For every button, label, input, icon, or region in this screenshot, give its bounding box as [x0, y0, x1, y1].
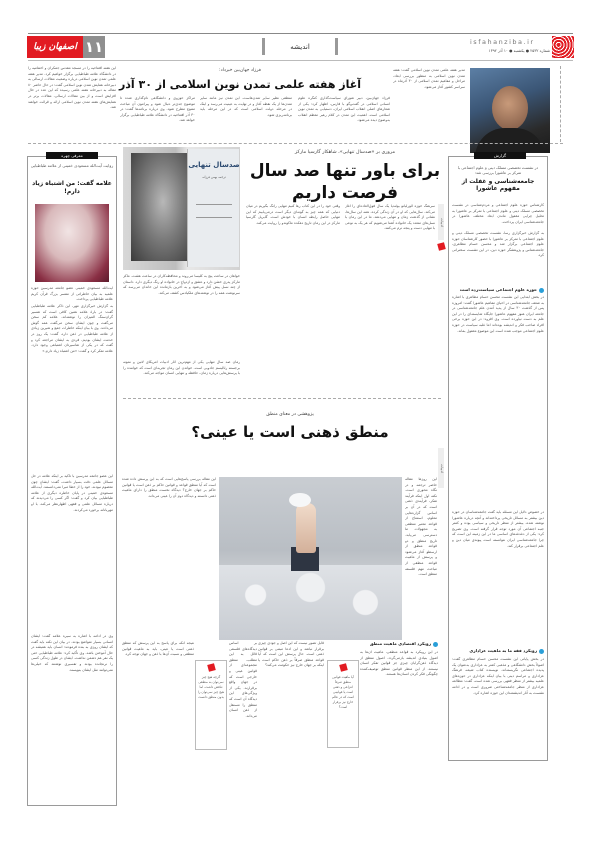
logic-headline: منطق ذهنی است یا عینی؟	[191, 423, 389, 441]
feature-body-2: وقتی خود را در این کتاب رها کنیم تنهایی رانگ بگیریم در میان دنیایی که همه چیز به گونه‌ای دیگر است درمی‌یابیم که این تنهایی حاصل رابطه انسان با خودش است. گابریل گارسیا مارکز در این رمان تاریخ دهکده ماکوندو را روایت می‌کند.	[246, 204, 340, 225]
page-number: ۱۱	[84, 38, 104, 56]
logic-body-3: در این رویکرد به قواعد منطقی، ماهیت آن‌ها به اصول بنیادی اندیشه بازمی‌گردد. اصول منطق از دیدگاه ذهن‌گرایان چیزی جز قوانین تفکر انسان نیستند. از این منظر قوانین منطق توصیف‌کننده چگونگی فکر کردن انسان‌ها هستند.	[360, 650, 438, 677]
report-subhead-1-text: حوزه علوم اجتماعی سیاست‌زده است	[459, 287, 537, 292]
top-article-bottom-rule	[28, 143, 563, 144]
newspaper-logo	[27, 36, 83, 58]
top-article-col-3: مراکز حوزوی و دانشگاهی نام‌گذاری شده تا موضوع جدی‌تر دنبال شود و پیرامون آن مباحث متنوع مطرح شود. وی درباره برنامه‌ها گفت: در ۳۰ آذر افتتاحیه در دانشگاه علامه طباطبایی برگزار خواهد شد.	[120, 96, 195, 123]
top-article-headline: آغاز هفته علمی تمدن نوین اسلامی از ۳۰ آذر	[118, 78, 362, 91]
report-subhead-1	[452, 287, 544, 293]
feature-body-1: سرهنگ خوزه آئورلیانو بوئندیا یک سال فوق‌العاده‌ای را آغاز می‌کند. سال‌هایی که او در آن زندگی کرده، همه این سال‌ها، نشانی از گذشت زمان و تنهایی می‌دهند. ما در این رمان با نسل‌های متعدد یک خانواده آشنا می‌شویم که هر یک به نوعی با تنهایی دست و پنجه نرم می‌کنند.	[345, 204, 435, 231]
book-cover	[187, 149, 239, 267]
bullet-icon	[539, 649, 544, 654]
profile-body-1: آیت‌الله مسعودی خمینی عضو جامعه مدرسین حوزه علمیه به بیان خاطراتی از مفسر بزرگ قرآن کریم علامه طباطبایی پرداخت.	[31, 286, 113, 302]
profile-kicker: روایت آیت‌الله مسعودی خمینی از علامه طباطبایی	[30, 163, 114, 168]
logic-side-tag: ادبیات	[438, 448, 444, 488]
newspaper-name: اصفهان زیبا	[33, 42, 77, 52]
logic-subhead-text: رویکرد اقتصادی ماهیت منطق	[369, 641, 431, 646]
top-article-col-2: منطقی نظیر سایر تمدن‌هاست. این تمدن نیز مانند سایر تمدن‌ها از یک نقطه آغاز و در نهایت به عینیت می‌رسد و اینک در مرحله دولت اسلامی است که در این مرحله باید برنامه‌ریزی شود.	[200, 96, 292, 117]
profile-body-2: به گزارش خبرگزاری مهر، این ذاکر علامه طباطبایی گفت: در بارۀ علامه همین کافی است که تفسیر گران‌سنگ المیزان را نوشته‌اند. علامه کم سخن می‌گفت و چون ایشان سخن می‌گفت همه گوش می‌دادند. وی با بیان اینکه خاطرات جمع و شیرین زیادی از علامه طباطبایی در ذهن دارد، گفت: یک روز در خدمت ایشان بودیم، فردی به ایشان مراجعه کرد و گفت که در یکی از تفاسیرتان اشتباهی وجود دارد. علامه تفکر کرد و گفت: «من اشتباه زیاد دارم.»	[31, 304, 113, 353]
pull-quote-1-text: آیا ماهیت قوانین منطق صرفاً انتزاعی و ذهنی است یا قوانینی است که در عالم خارج نیز برقرار است؟	[332, 675, 354, 709]
book-cover-photo	[123, 147, 240, 270]
report-body-2: در بخش ابتدایی این نشست محسن حسام مظاهری با اشاره به ضعف جامعه‌شناسی در احیای مفاهیم عاشورا گفت: امروزه پس از گذشت ۳۰ سال از پدید آمدن علم جامعه‌شناسی در جامعه ایران هنوز مفهوم عاشورا جایگاه شایسته‌ای را در این علم به دست نیاورده است. وی افزود: در این حوزه برخی افراد صاحب فکر و اندیشه بوده‌اند اما غلبه سیاست در حوزه علوم اجتماعی موجب شده است این موضوع مغفول بماند.	[452, 295, 544, 333]
flag-icon	[437, 242, 446, 251]
logic-kicker: پژوهشی در معنای منطق	[266, 412, 314, 417]
author-portrait	[131, 153, 195, 261]
report-lead: کارشناس حوزه علوم اجتماعی و مردم‌شناسی در نشست تخصصی مسلک دینی و علوم اجتماعی با تمرکز بر عاشورا به تحلیل چرایی مغفول ماندن ابعاد مختلف عاشورا در جامعه‌شناسی ایران پرداخت.	[452, 203, 544, 224]
website-url: isfahanziba.ir	[470, 38, 535, 46]
report-body-1: به گزارش خبرگزاری رسا، نشست تخصصی مسلک دینی و علوم اجتماعی با تمرکز بر عاشورا با حضور کارشناسان حوزه علوم اجتماعی برگزار شد و محسن حسام مظاهری، جامعه‌شناس و پژوهشگر حوزه دین، در این نشست سخنرانی کرد.	[452, 231, 544, 258]
pull-quote-2-text: گرچه هیچ چیز نمی‌توان به منطقی تناقض داشت، اما هیچ چیز نمی‌توان را بدون منطق دانست	[197, 675, 224, 699]
logic-body-4: قابل تصور نیست که این اصل و جودی چیزی برقرار نباشد و این ادعا مبتنی بر قوانین ذهنی است. حال پرسش این است که آیا قواعد منطق صرفاً بر ذهن حاکم است یا اینکه بر جهان خارج نیز حکومت می‌کند؟	[258, 641, 324, 668]
masthead-top-rule	[28, 33, 573, 34]
masthead-bottom-rule	[28, 60, 573, 61]
logic-subhead	[360, 641, 438, 647]
bullet-icon	[539, 288, 544, 293]
crumpled-paper-photo	[219, 477, 402, 640]
feature-body-4: رمان صد سال تنهایی یکی از مهم‌ترین آثار ادبیات آمریکای لاتین و نمونه برجسته رئالیسم جادویی است. خواندن این رمان تجربه‌ای است که خواننده را با پرسش‌هایی درباره زمان، حافظه و تنهایی انسان مواجه می‌کند.	[123, 360, 240, 376]
report-tag: گزارش	[474, 152, 526, 159]
profile-body-4: وی در ادامه با اشاره به سیره علامه گفت: ایشان انسانی بسیار متواضع بودند. در بیان این نکته باید گفت که ایشان روزی به بنده فرمودند: انسان باید همیشه در حال آموختن باشد. وی تأکید کرد: علامه طباطبایی حتی یک نفر هم دشمن نداشت. ایشان در طول زندگی کسی را نرنجانده بودند و تفسیری نوشتند که خیلی‌ها نمی‌توانند مثل ایشان بنویسند.	[31, 634, 113, 672]
top-article-col-1: فرزاد جهان‌بین، دبیر شورای سیاست‌گذاری کنگره علوم انسانی اسلامی در گفت‌وگو با فارس، اظهار کرد: یکی از شعارهای اصلی انقلاب اسلامی ایران، دستیابی به تمدن نوین اسلامی است. اهمیت این تمدن در کلام رهبر معظم انقلاب به‌وضوح دیده می‌شود.	[298, 96, 390, 123]
profile-tag: معرفی چهره	[46, 152, 98, 159]
feature-kicker: مروری بر «صدسال تنهایی»، شاهکار گارسیا مارکز	[294, 150, 396, 155]
logic-body-2: این مقاله بررسی پاسخ‌هایی است که به این پرسش داده شده است که آیا منطق قواعد و قوانین حاکم بر ذهن است یا قوانین حاکم بر جهان خارج؟ دیدگاه نخست منطق را دارای ماهیت ذهنی دانسته و دیدگاه دوم آن را عینی می‌داند.	[122, 477, 216, 498]
report-kicker: در نشست تخصصی مسلک دینی و علوم اجتماعی با تمرکز بر عاشورا بررسی شد:	[457, 165, 539, 175]
top-article-intro: مدیر هفته علمی تمدن نوین اسلامی گفت: هفته تمدن نوین اسلامی به منظور بررسی ابعاد، مراحل و مفاهیم تمدن اسلامی از ۳۰ آذرماه در سراسر کشور آغاز می‌شود.	[393, 68, 465, 89]
section-title: اندیشه	[262, 38, 338, 55]
report-subhead-2	[452, 648, 544, 654]
interview-photo	[470, 68, 550, 153]
report-body-3: در خصوص دلایل این مسئله باید گفت جامعه‌شناسان در حوزه دین بیشتر به مسائل تاریخی پرداخته‌اند و آنچه درباره عاشورا نوشته شده، بیشتر از منظر تاریخی و سیاسی بوده و کمتر جنبه اجتماعی آن مورد توجه قرار گرفته است. وی تصریح کرد: یکی از دغدغه‌های اساسی ما در این زمینه این است که چرا جامعه‌شناسی ایران نتوانسته است پیوندی میان دین و علم اجتماعی برقرار کند.	[452, 510, 544, 548]
feature-headline: برای باور تنها صد سال فرصت داریم	[249, 161, 441, 203]
logic-body-6: نتیجه آنکه برای پاسخ به این پرسش که منطق ذهنی است یا عینی، باید به ماهیت قوانین منطقی و نسبت آن‌ها با ذهن و جهان توجه کرد.	[122, 641, 194, 657]
profile-headline: علامه گفت: من اشتباه زیاد دارم!	[32, 180, 112, 195]
top-article-kicker: فرزاد جهان‌بین خبرداد:	[219, 68, 261, 73]
feature-side-tag: ادبیات	[438, 204, 444, 240]
top-article-col-4: این هفته افتتاحیه را در مسجد مقدس جمکران و اختتامیه را در دانشگاه علامه طباطبایی برگزار خواهیم کرد. مدیر هفته علمی تمدن نوین اسلامی درباره وضعیت مقالات ارسالی به دبیرخانه همایش تمدن نوین اسلامی گفت: در حال حاضر ۸۰ مقاله به دبیرخانه هفته علمی رسیده که این عدد در حال افزایش است و از بین مقالات ارسالی، مقالات برتر در همایش‌های هفته تمدن نوین اسلامی ارائه و قرائت خواهند شد.	[28, 66, 116, 110]
divider	[560, 66, 561, 142]
book-cover-subtitle: ترجمه بهمن فرزانه	[202, 175, 226, 179]
bullet-icon	[433, 642, 438, 647]
pull-quote-1	[327, 660, 359, 748]
logic-body-1: این روزها مقاله حاضر ترجمه و در نگاه محوری است. نکته اول اینکه فرآیند تفکر، فرآیندی ذهنی است که در آن بر اساس گزاره‌هایی معلوم، استنتاج از قواعد معتبر منطقی به مجهولات ما دسترسی می‌یابد. تاریخ منطق و دو قواعد منطق از ارسطو آغاز می‌شود و پرسش از ماهیت قواعد منطقی از مباحث مهم فلسفه منطق است.	[405, 477, 437, 577]
logic-body-5: بر اساس دیدگاه‌های فلسفی قائل به این مطلب، منطق مجموعه‌ای از قوانین عینی و خارجی است که در جهان واقع برقرارند. یکی از ویژگی‌های این دیدگاه آن است که منطق را مستقل از ذهن انسان می‌داند.	[229, 641, 257, 718]
book-cover-title: صدسال تنهایی	[188, 161, 240, 169]
feature-body-3: خواهان در ساعت پنج به کلیسا می‌روند و محافظه‌کاران در ساعت هشت. ماکز مارکز پدری خشن دارد و عشق و ازدواج در خانواده او رنگ دیگری دارد. داستان از چند نسل پیش آغاز می‌شود و به آخرین بازمانده این خاندان می‌رسد که سرنوشت همه را در نوشته‌های ملکیادس کشف می‌کند.	[123, 274, 240, 295]
issue-info: شماره ۲۵۳۲ ● یکشنبه ● ۱۰ آذر ۱۳۹۲	[488, 48, 550, 53]
cleric-portrait-photo	[35, 204, 109, 282]
report-headline: جامعه‌شناسی و غفلت از مفهوم عاشورا	[461, 178, 535, 192]
report-body-4: در بخش پایانی این نشست محسن حسام مظاهری گفت: اصولاً بخش دانشگاهی و مذهبی کمتر به عزاداری به‌عنوان یک پدیده اجتماعی نگریسته‌اند. نویسنده کتاب شیعه، فرهنگ عزاداری و مراسم دینی با بیان اینکه عزاداری در حوزه‌های علمیه بیشتر از منظر فقهی بررسی شده است، گفت: مطالعه عزاداری از منظر جامعه‌شناختی ضروری است و در ادامه نشست به آثار اندیشمندان این حوزه اشاره کرد.	[452, 657, 544, 695]
pull-quote-2	[195, 660, 227, 750]
brand-pattern-icon	[552, 36, 574, 58]
report-subhead-2-text: رویکرد فقه ما به ماهیت عزاداری	[469, 648, 537, 653]
profile-body-3: این عضو جامعه مدرسین با تأکید بر اینکه علامه در حل مسائل علمی دقت بسیار داشت، گفت: ایشان چون معصوم نبودند، خود را از خطا مبرا نمی‌دانستند. آیت‌الله مسعودی خمینی در پایان خاطره دیگری از علامه طباطبایی بیان کرد و گفت: اگر کسی را می‌دیدند که درباره مسائل علمی و فقهی اظهارنظر می‌کند، با او مهربانانه برخورد می‌کردند.	[31, 474, 113, 512]
feature-bottom-rule	[123, 398, 441, 399]
